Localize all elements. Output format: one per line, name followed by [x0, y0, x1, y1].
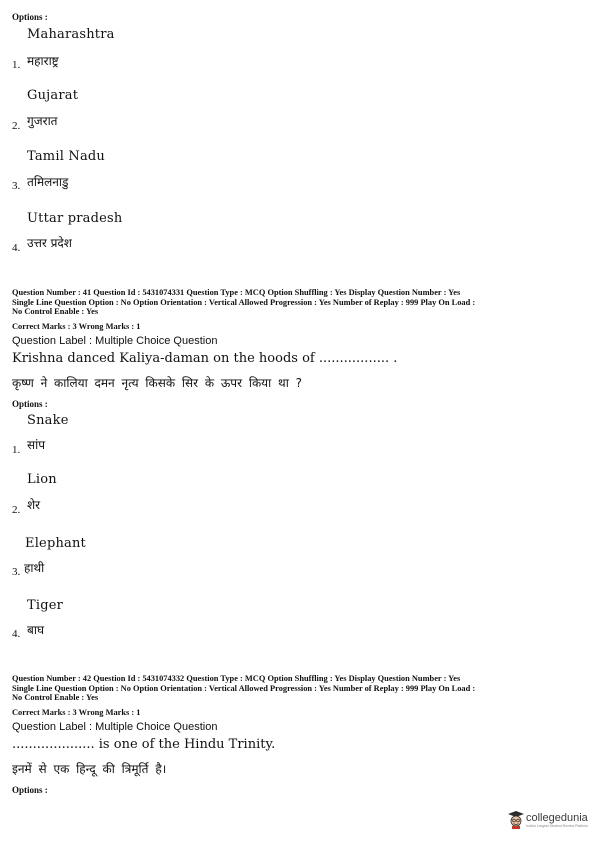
logo-tagline: India's Largest Student Review Platform — [526, 824, 589, 828]
option-text-en: Tamil Nadu — [27, 149, 106, 164]
option-text-hi: महाराष्ट्र — [27, 54, 59, 68]
options-label: Options : — [12, 12, 48, 22]
question-meta-line: Question Number : 41 Question Id : 5431074331 Question Type : MCQ Option Shuffling : Yes Display Question Number : Yes — [12, 288, 461, 297]
marks-line: Correct Marks : 3 Wrong Marks : 1 — [12, 708, 141, 717]
option-number: 3. — [12, 566, 21, 578]
option-number: 4. — [12, 242, 21, 254]
option-text-en: Snake — [27, 413, 69, 428]
question-text-en: .................... is one of the Hindu Trinity. — [12, 737, 276, 752]
option-text-hi: बाघ — [27, 623, 45, 637]
question-meta-line: Single Line Question Option : No Option Orientation : Vertical Allowed Progression : Yes Number of Replay : 999 Play On Load : — [12, 297, 476, 307]
question-text-en: Krishna danced Kaliya-daman on the hoods of ................. . — [12, 351, 398, 366]
question-meta-line: Question Number : 42 Question Id : 5431074332 Question Type : MCQ Option Shuffling : Yes Display Question Number : Yes — [12, 674, 461, 683]
option-number: 1. — [12, 444, 21, 456]
option-text-en: Gujarat — [27, 88, 79, 103]
question-text-hi: कृष्ण ने कालिया दमन नृत्य किसके सिर के ऊपर किया था ? — [12, 376, 302, 390]
option-number: 3. — [12, 180, 21, 192]
option-text-hi: हाथी — [24, 561, 45, 575]
option-number: 2. — [12, 120, 21, 132]
option-text-en: Uttar pradesh — [27, 211, 123, 226]
option-number: 1. — [12, 59, 21, 71]
option-text-en: Tiger — [27, 598, 64, 613]
option-text-en: Lion — [27, 472, 57, 487]
logo-name: collegedunia — [526, 812, 588, 824]
question-text-hi: इनमें से एक हिन्दू की त्रिमूर्ति है। — [12, 762, 167, 776]
question-meta-line: No Control Enable : Yes — [12, 307, 99, 316]
option-text-hi: उत्तर प्रदेश — [27, 236, 72, 250]
question-meta-line: Single Line Question Option : No Option Orientation : Vertical Allowed Progression : Yes Number of Replay : 999 Play On Load : — [12, 683, 476, 693]
option-text-en: Elephant — [25, 536, 86, 551]
option-number: 4. — [12, 628, 21, 640]
question-label: Question Label : Multiple Choice Question — [12, 335, 218, 347]
marks-line: Correct Marks : 3 Wrong Marks : 1 — [12, 322, 141, 331]
option-text-hi: सांप — [27, 438, 46, 452]
collegedunia-logo — [508, 811, 588, 829]
option-text-en: Maharashtra — [27, 27, 115, 42]
option-text-hi: शेर — [27, 498, 41, 512]
option-text-hi: तमिलनाडु — [27, 175, 69, 189]
question-meta-line: No Control Enable : Yes — [12, 693, 99, 702]
options-label: Options : — [12, 399, 48, 409]
option-number: 2. — [12, 504, 21, 516]
question-label: Question Label : Multiple Choice Question — [12, 721, 218, 733]
graduate-mascot-icon — [508, 811, 524, 829]
options-label: Options : — [12, 785, 48, 795]
option-text-hi: गुजरात — [27, 114, 58, 128]
